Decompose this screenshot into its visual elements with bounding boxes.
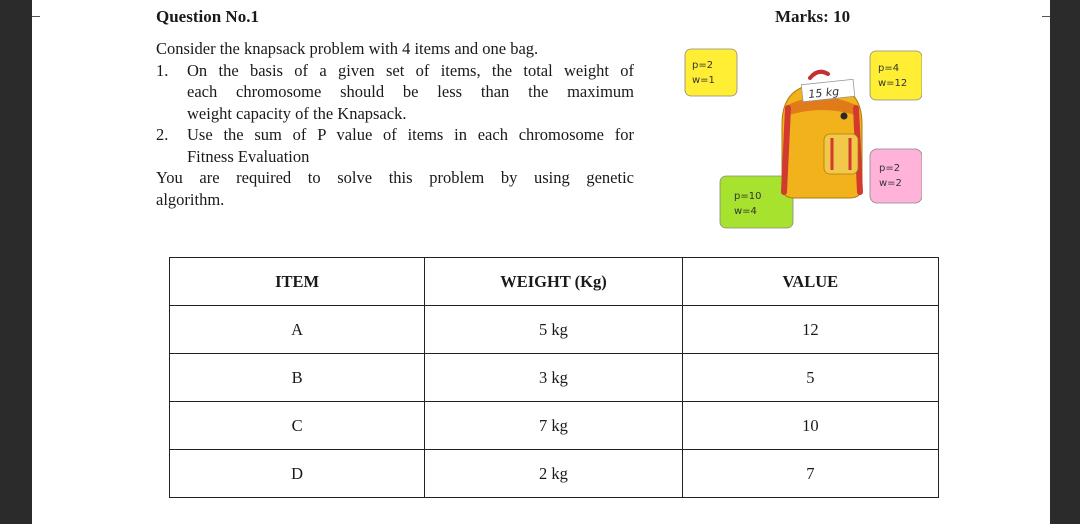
table-row xyxy=(170,306,939,354)
closing-line-2: algorithm. xyxy=(156,189,225,209)
bag-weight-label: 15 kg xyxy=(807,84,840,102)
margin-tick-right xyxy=(1042,16,1050,17)
item-box-2 xyxy=(870,51,922,100)
items-table xyxy=(169,257,939,498)
item-box-4-p: p=10 xyxy=(734,191,762,202)
item-box-2-w: w=12 xyxy=(878,78,908,89)
item-box-1-p: p=2 xyxy=(692,60,714,71)
table-header-row xyxy=(170,258,939,306)
table-row xyxy=(170,354,939,402)
cell-weight: 7 kg xyxy=(425,402,682,450)
question-title: Question No.1 xyxy=(156,7,259,26)
closing-line-1: You are required to solve this problem by using genetic xyxy=(156,168,634,187)
cell-weight: 2 kg xyxy=(425,450,682,498)
item-box-3-p: p=2 xyxy=(879,163,901,174)
item-box-1 xyxy=(685,49,737,96)
item-box-1-w: w=1 xyxy=(692,75,715,86)
list-item-2 xyxy=(156,124,634,167)
cell-value: 7 xyxy=(682,450,938,498)
item-box-3 xyxy=(870,149,922,203)
cell-value: 10 xyxy=(682,402,938,450)
cell-value: 5 xyxy=(682,354,938,402)
marks-label: Marks: 10 xyxy=(775,7,851,26)
cell-item: C xyxy=(170,402,425,450)
list-item-1-line-3: weight capacity of the Knapsack. xyxy=(187,103,407,123)
cell-item: B xyxy=(170,354,425,402)
cell-weight: 3 kg xyxy=(425,354,682,402)
header-item: ITEM xyxy=(170,258,425,306)
list-item-2-line-1: Use the sum of P value of items in each chromosome for xyxy=(187,125,634,144)
list-item-1 xyxy=(156,60,634,125)
problem-statement xyxy=(156,38,634,210)
item-box-3-w: w=2 xyxy=(879,178,902,189)
problem-intro: Consider the knapsack problem with 4 items and one bag. xyxy=(156,39,539,58)
list-item-2-line-2: Fitness Evaluation xyxy=(187,146,310,166)
cell-weight: 5 kg xyxy=(425,306,682,354)
list-number: 2. xyxy=(156,125,169,144)
header-weight: WEIGHT (Kg) xyxy=(425,258,682,306)
knapsack-illustration xyxy=(682,46,922,232)
table-row xyxy=(170,402,939,450)
header-value: VALUE xyxy=(682,258,938,306)
list-item-1-line-1: On the basis of a given set of items, the total weight of xyxy=(187,60,634,80)
list-number: 1. xyxy=(156,60,169,80)
cell-item: D xyxy=(170,450,425,498)
margin-tick-left xyxy=(32,16,40,17)
table-row xyxy=(170,450,939,498)
cell-value: 12 xyxy=(682,306,938,354)
item-box-2-p: p=4 xyxy=(878,63,900,74)
cell-item: A xyxy=(170,306,425,354)
item-box-4-w: w=4 xyxy=(734,206,757,217)
document-page xyxy=(32,0,1050,524)
list-item-1-line-2: each chromosome should be less than the maximum xyxy=(187,82,634,101)
